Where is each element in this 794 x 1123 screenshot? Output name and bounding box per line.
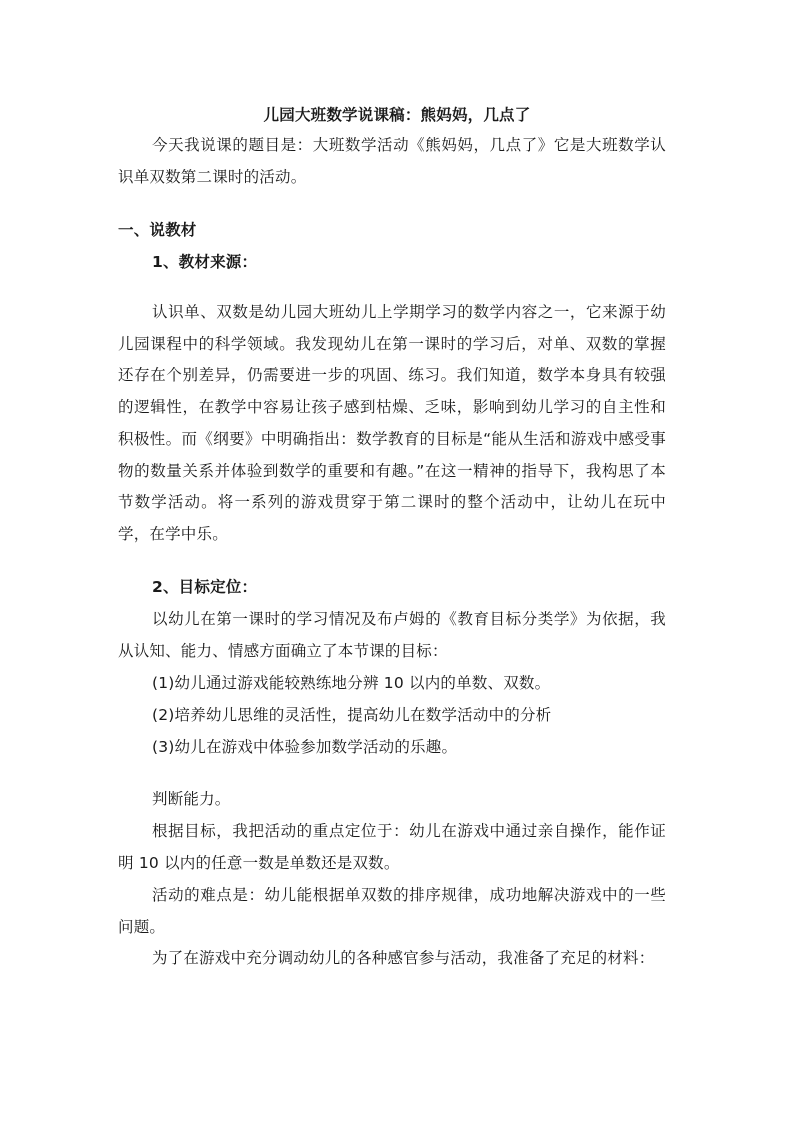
goal-item: (3)幼儿在游戏中体验参加数学活动的乐趣。: [152, 738, 458, 756]
goal-setting-paragraph: 以幼儿在第一课时的学习情况及布卢姆的《教育目标分类学》为依据，我从认知、能力、情感方面确立了本节课的目标：: [118, 610, 666, 660]
ability-line: 判断能力。: [152, 790, 231, 808]
material-source-paragraph: 认识单、双数是幼儿园大班幼儿上学期学习的数学内容之一，它来源于幼儿园课程中的科学领域。我发现幼儿在第一课时的学习后，对单、双数的掌握还存在个别差异，仍需要进一步的巩固、练习。我们知道，数学本身具有较强的逻辑性，在教学中容易让孩子感到枯燥、乏味，影响到幼儿学习的自主性和积极性。而《纲要》中明确指出：数学教育的目标是“能从生活和游戏中感受事物的数量关系并体验到数学的重要和有趣。”在这一精神的指导下，我构思了本节数学活动。将一系列的游戏贯穿于第二课时的整个活动中，让幼儿在玩中学，在学中乐。: [118, 303, 666, 543]
subsection-heading-goal-setting: 2、目标定位：: [152, 578, 258, 596]
subsection-heading-material-source: 1、教材来源：: [152, 253, 258, 271]
key-point-paragraph: 根据目标，我把活动的重点定位于：幼儿在游戏中通过亲自操作，能作证明 10 以内的任意一数是单数还是双数。: [118, 822, 666, 872]
document-title: 儿园大班数学说课稿：熊妈妈，几点了: [263, 106, 531, 124]
difficulty-paragraph: 活动的难点是：幼儿能根据单双数的排序规律，成功地解决游戏中的一些问题。: [118, 886, 666, 936]
section-heading-teaching-material: 一、说教材: [118, 221, 197, 239]
intro-paragraph: 今天我说课的题目是：大班数学活动《熊妈妈，几点了》它是大班数学认识单双数第二课时的活动。: [118, 136, 666, 186]
goal-item: (1)幼儿通过游戏能较熟练地分辨 10 以内的单数、双数。: [152, 674, 551, 692]
goal-item: (2)培养幼儿思维的灵活性，提高幼儿在数学活动中的分析: [152, 706, 552, 724]
materials-paragraph: 为了在游戏中充分调动幼儿的各种感官参与活动，我准备了充足的材料：: [152, 949, 655, 967]
